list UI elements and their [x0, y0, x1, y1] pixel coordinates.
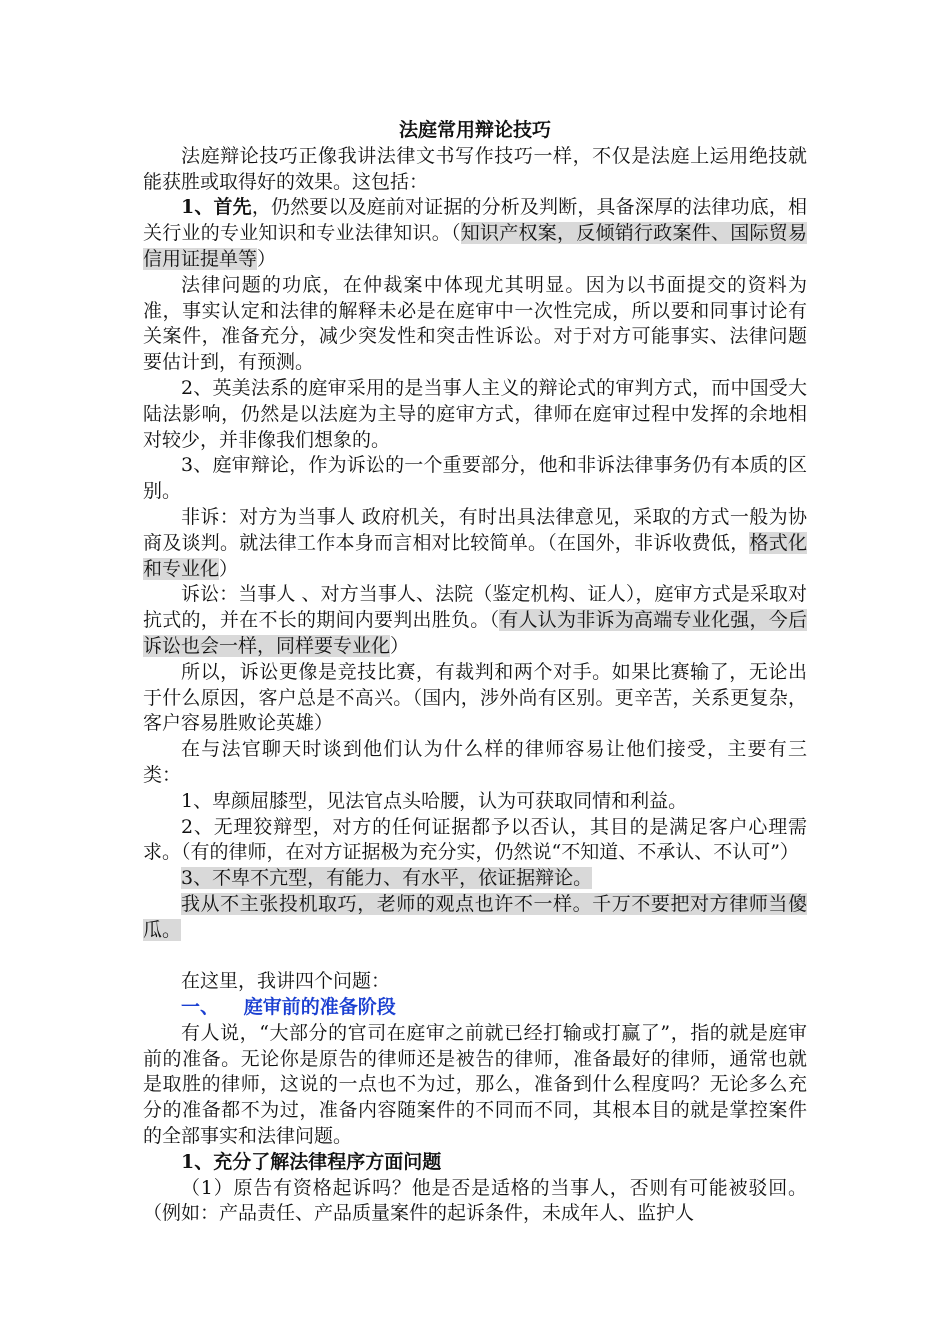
document-title: 法庭常用辩论技巧 — [398, 119, 551, 141]
non-litigation-highlight: 格式化和专业化 — [143, 531, 807, 580]
document-page — [143, 118, 807, 1227]
section-number: 一、 — [181, 996, 220, 1019]
litigation-body: 诉讼：当事人 、对方当事人、法院（鉴定机构、证人），庭审方式是采取对抗式的，并在不长的期间内要判出胜负。（ — [143, 583, 807, 632]
paragraph-litigation — [143, 582, 807, 659]
non-litigation-tail: ） — [219, 557, 239, 580]
non-litigation-body: 非诉：对方为当事人 政府机关，有时出具法律意见，采取的方式一般为协商及谈判。就法律工作本身而言相对比较简单。（在国外，非诉收费低， — [143, 505, 807, 554]
blank-line — [143, 944, 807, 970]
paragraph-type-three — [143, 866, 807, 892]
section-title: 庭审前的准备阶段 — [243, 996, 396, 1019]
paragraph-plaintiff-standing: （1）原告有资格起诉吗？他是否是适格的当事人，否则有可能被驳回。（例如：产品责任、产品质量案件的起诉条件，未成年人、监护人 — [143, 1176, 807, 1225]
first-point-tail: ） — [257, 247, 277, 270]
paragraph-trial-debate: 3、庭审辩论，作为诉讼的一个重要部分，他和非诉法律事务仍有本质的区别。 — [143, 454, 807, 503]
paragraph-competition: 所以，诉讼更像是竞技比赛，有裁判和两个对手。如果比赛输了，无论出于什么原因，客户总是不高兴。（国内，涉外尚有区别。更辛苦，关系更复杂，客户容易胜败论英雄） — [143, 660, 807, 735]
first-point-highlight: 知识产权案，反倾销行政案件、国际贸易信用证提单等 — [143, 222, 807, 270]
subheading-legal-procedure: 1、充分了解法律程序方面问题 — [181, 1150, 442, 1173]
paragraph-first-point — [143, 195, 807, 272]
paragraph-preparation: 有人说，“大部分的官司在庭审之前就已经打输或打赢了”，指的就是庭审前的准备。无论你是原告的律师还是被告的律师，准备最好的律师，通常也就是取胜的律师，这说的一点也不为过，那么，准备到什么程度吗？无论多么充分的准备都不为过，准备内容随案件的不同而不同，其根本目的就是掌控案件的全部事实和法律问题。 — [143, 1021, 807, 1148]
paragraph-type-two: 2、无理狡辩型，对方的任何证据都予以否认，其目的是满足客户心理需求。（有的律师，在对方证据极为充分实，仍然说“不知道、不承认、不认可”） — [143, 815, 807, 864]
no-tricks-highlight: 我从不主张投机取巧，老师的观点也许不一样。千万不要把对方律师当傻瓜。 — [143, 892, 807, 941]
paragraph-four-questions: 在这里，我讲四个问题： — [181, 970, 391, 993]
paragraph-non-litigation — [143, 505, 807, 582]
litigation-highlight: 有人认为非诉为高端专业化强，今后诉讼也会一样，同样要专业化 — [143, 609, 807, 657]
paragraph-type-one: 1、卑颜屈膝型，见法官点头哈腰，认为可获取同情和利益。 — [181, 789, 688, 812]
paragraph-arbitration: 法律问题的功底，在仲裁案中体现尤其明显。因为以书面提交的资料为准，事实认定和法律的解释未必是在庭审中一次性完成，所以要和同事讨论有关案件，准备充分，减少突发性和突击性诉讼。对于对方可能事实、法律问题要估计到，有预测。 — [143, 273, 807, 374]
intro-paragraph: 法庭辩论技巧正像我讲法律文书写作技巧一样，不仅是法庭上运用绝技就能获胜或取得好的效果。这包括： — [143, 144, 807, 193]
litigation-tail: ） — [390, 634, 410, 657]
first-point-body: ，仍然要以及庭前对证据的分析及判断，具备深厚的法律功底，相关行业的专业知识和专业法律知识。（ — [143, 196, 807, 245]
first-point-lead: 1、首先 — [181, 196, 252, 219]
paragraph-no-tricks — [143, 892, 807, 944]
type-three-highlight: 3、不卑不亢型，有能力、有水平，依证据辩论。 — [181, 867, 593, 890]
paragraph-judges-chat: 在与法官聊天时谈到他们认为什么样的律师容易让他们接受，主要有三类： — [143, 738, 807, 786]
paragraph-common-law: 2、英美法系的庭审采用的是当事人主义的辩论式的审判方式，而中国受大陆法影响，仍然是以法庭为主导的庭审方式，律师在庭审过程中发挥的余地相对较少，并非像我们想象的。 — [143, 376, 807, 451]
section-heading-one — [143, 995, 807, 1021]
